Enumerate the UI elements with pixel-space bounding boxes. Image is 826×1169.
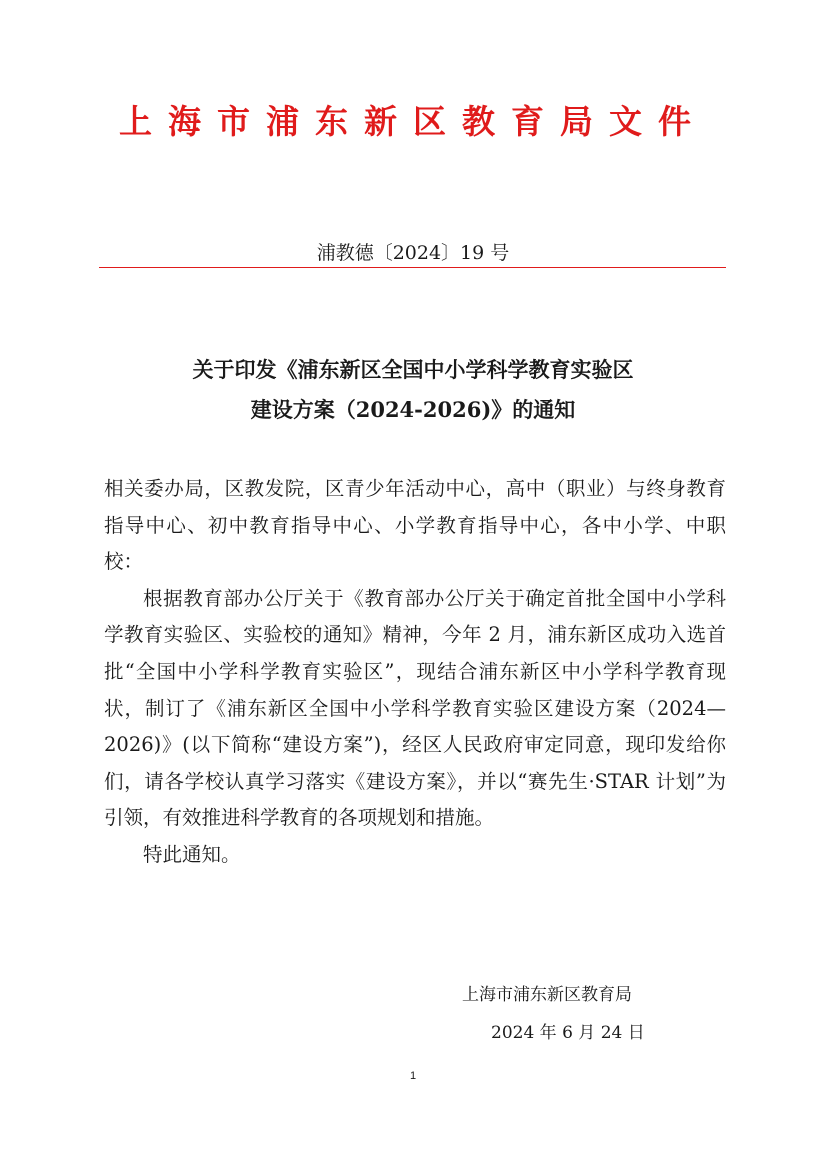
notice-title-line-2: 建设方案（2024-2026)》的通知 — [250, 397, 576, 422]
red-divider — [99, 267, 726, 268]
recipients: 相关委办局，区教发院，区青少年活动中心，高中（职业）与终身教育指导中心、初中教育指导中心、小学教育指导中心，各中小学、中职校： — [104, 477, 726, 574]
notice-title — [0, 350, 826, 430]
notice-body — [104, 471, 726, 874]
document-number: 浦教德〔2024〕19 号 — [316, 242, 510, 264]
issuing-organization: 上海市浦东新区教育局 — [462, 985, 632, 1005]
issue-date: 2024 年 6 月 24 日 — [491, 1023, 645, 1043]
page-number: 1 — [409, 1070, 417, 1082]
notice-title-line-1: 关于印发《浦东新区全国中小学科学教育实验区 — [192, 357, 634, 382]
body-paragraph: 根据教育部办公厅关于《教育部办公厅关于确定首批全国中小学科学教育实验区、实验校的通知》精神，今年 2 月，浦东新区成功入选首批“全国中小学科学教育实验区”，现结合浦东新区中小学科学教育现状，制订了《浦东新区全国中小学科学教育实验区建设方案（2024—2026)》(以下简称“建设方案”)，经区人民政府审定同意，现印发给你们，请各学校认真学习落实《建设方案》，并以“赛先生·STAR 计划”为引领，有效推进科学教育的各项规划和措施。 — [104, 586, 726, 830]
closing-line: 特此通知。 — [143, 842, 241, 866]
masthead-title: 上海市浦东新区教育局文件 — [119, 102, 707, 141]
